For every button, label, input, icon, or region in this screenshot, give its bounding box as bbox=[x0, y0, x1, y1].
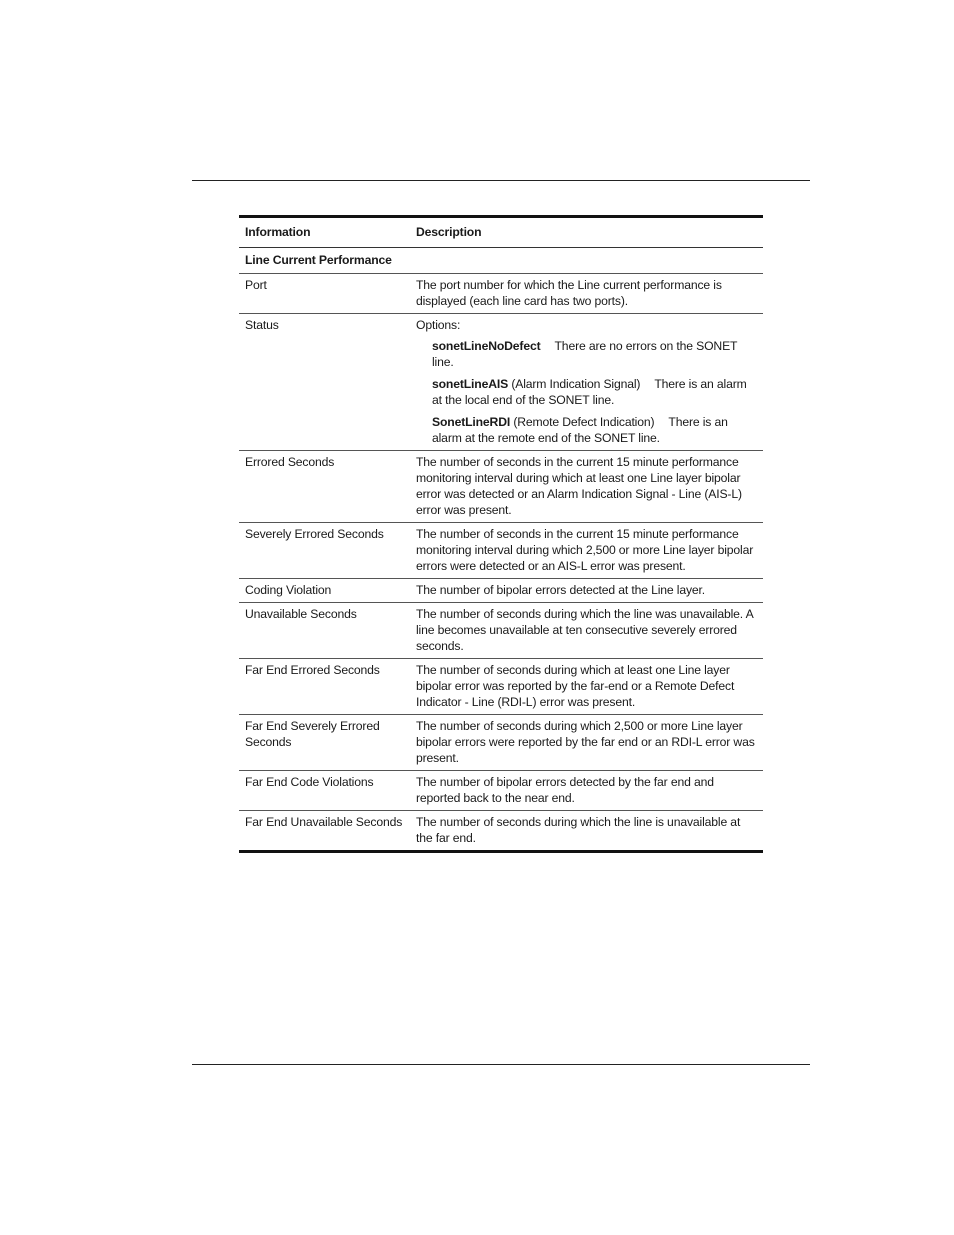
option-qualifier: (Remote Defect Indication) bbox=[510, 415, 655, 429]
row-name: Status bbox=[245, 318, 279, 332]
status-option-no-defect bbox=[432, 338, 757, 370]
table-header-row bbox=[239, 217, 763, 248]
status-option-ais bbox=[432, 376, 757, 408]
row-name: Unavailable Seconds bbox=[245, 607, 357, 621]
table-row-far-end-severely-errored-seconds bbox=[239, 715, 763, 771]
row-name: Errored Seconds bbox=[245, 455, 335, 469]
option-qualifier: (Alarm Indication Signal) bbox=[508, 377, 641, 391]
row-name: Far End Severely Errored Seconds bbox=[245, 719, 380, 749]
row-description: The number of seconds in the current 15 minute performance monitoring interval during which at least one Line layer bipolar error was detected or an Alarm Indication Signal - Line (AIS-L) error was present. bbox=[416, 455, 742, 517]
table-row-port bbox=[239, 274, 763, 314]
line-performance-table-container bbox=[239, 215, 763, 853]
table-row-far-end-unavailable-seconds bbox=[239, 811, 763, 852]
row-name: Far End Unavailable Seconds bbox=[245, 815, 403, 829]
row-name: Coding Violation bbox=[245, 583, 332, 597]
row-name: Far End Code Violations bbox=[245, 775, 374, 789]
column-header-information: Information bbox=[245, 225, 311, 239]
footer-rule bbox=[192, 1064, 810, 1065]
option-description: There is an alarm at the local end of the SONET line. bbox=[432, 377, 747, 407]
line-performance-table bbox=[239, 215, 763, 853]
row-description: The number of seconds in the current 15 minute performance monitoring interval during which 2,500 or more Line layer bipolar errors were detected or an AIS-L error was present. bbox=[416, 527, 754, 573]
table-row-far-end-errored-seconds bbox=[239, 659, 763, 715]
row-name: Far End Errored Seconds bbox=[245, 663, 380, 677]
row-name: Severely Errored Seconds bbox=[245, 527, 384, 541]
row-description: The port number for which the Line current performance is displayed (each line card has two ports). bbox=[416, 278, 722, 308]
row-description bbox=[410, 314, 763, 451]
table-row-status bbox=[239, 314, 763, 451]
table-row-unavailable-seconds bbox=[239, 603, 763, 659]
row-description: The number of seconds during which 2,500 or more Line layer bipolar errors were reported by the far end or an RDI-L error was present. bbox=[416, 719, 755, 765]
option-term: SonetLineRDI bbox=[432, 415, 511, 429]
row-description: The number of seconds during which the line was unavailable. A line becomes unavailable at ten consecutive severely errored seconds. bbox=[416, 607, 753, 653]
row-description: The number of seconds during which at least one Line layer bipolar error was reported by the far-end or a Remote Defect Indicator - Line (RDI-L) error was present. bbox=[416, 663, 735, 709]
option-description: There is an alarm at the remote end of the SONET line. bbox=[432, 415, 728, 445]
row-description: The number of seconds during which the line is unavailable at the far end. bbox=[416, 815, 741, 845]
table-row-coding-violation bbox=[239, 579, 763, 603]
row-description: The number of bipolar errors detected at the Line layer. bbox=[416, 583, 706, 597]
header-rule bbox=[192, 180, 810, 181]
row-name: Port bbox=[245, 278, 267, 292]
status-option-rdi bbox=[432, 414, 757, 446]
table-row-far-end-code-violations bbox=[239, 771, 763, 811]
column-header-description: Description bbox=[416, 225, 482, 239]
table-row-severely-errored-seconds bbox=[239, 523, 763, 579]
option-term: sonetLineAIS bbox=[432, 377, 509, 391]
row-description: The number of bipolar errors detected by the far end and reported back to the near end. bbox=[416, 775, 714, 805]
option-description: There are no errors on the SONET line. bbox=[432, 339, 738, 369]
section-row bbox=[239, 248, 763, 274]
options-label: Options: bbox=[416, 318, 461, 332]
section-title: Line Current Performance bbox=[245, 253, 392, 267]
option-term: sonetLineNoDefect bbox=[432, 339, 541, 353]
table-row-errored-seconds bbox=[239, 451, 763, 523]
